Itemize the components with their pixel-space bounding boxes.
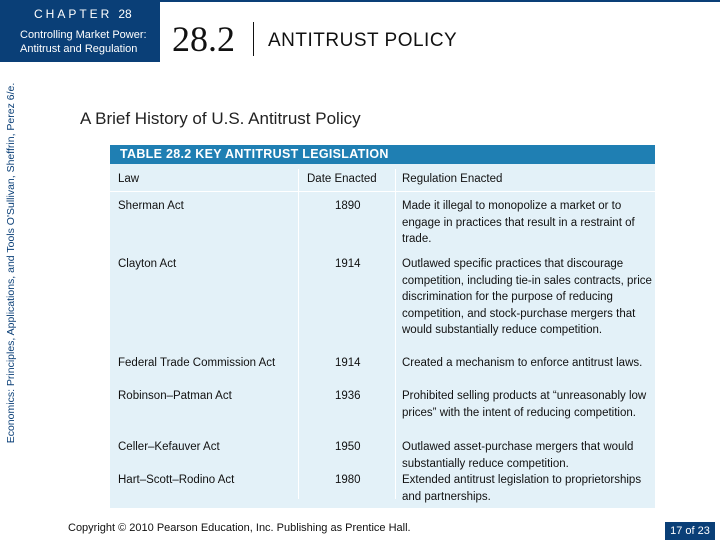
table-row-regulation: Extended antitrust legislation to proprietorships and partnerships.: [402, 474, 642, 503]
section-title: ANTITRUST POLICY: [268, 30, 458, 51]
table-row-law: Celler–Kefauver Act: [118, 441, 220, 453]
slide-subheading: A Brief History of U.S. Antitrust Policy: [80, 109, 361, 128]
table-row-date: 1914: [335, 258, 361, 270]
table-row-regulation: Made it illegal to monopolize a market or to engage in practices that result in a restraint of trade.: [402, 200, 635, 245]
table-row-law: Clayton Act: [118, 258, 177, 270]
header-divider: [110, 191, 655, 192]
table-row-date: 1980: [335, 474, 361, 486]
column-header-law: Law: [118, 173, 140, 185]
table-row-law: Robinson–Patman Act: [118, 390, 232, 402]
column-divider: [298, 169, 299, 499]
page-number: 17 of 23: [665, 522, 715, 540]
chapter-number: 28: [118, 7, 132, 21]
table-row-law: Federal Trade Commission Act: [118, 357, 276, 369]
table-row-regulation: Outlawed asset-purchase mergers that would substantially reduce competition.: [402, 441, 634, 470]
chapter-box: [0, 0, 160, 62]
table-row-regulation: Created a mechanism to enforce antitrust laws.: [402, 357, 643, 369]
table-row-regulation: Outlawed specific practices that discourage competition, including tie-in sales contracts, price discrimination for the purpose of reducing competition, and stock-purchase mergers that would substantially reduce competition.: [402, 258, 652, 336]
table-row-law: Sherman Act: [118, 200, 184, 212]
column-divider: [395, 169, 396, 499]
copyright-notice: Copyright © 2010 Pearson Education, Inc. Publishing as Prentice Hall.: [68, 522, 411, 534]
table-row-date: 1950: [335, 441, 361, 453]
section-number: 28.2: [172, 19, 235, 59]
table-row-date: 1936: [335, 390, 361, 402]
table-row-law: Hart–Scott–Rodino Act: [118, 474, 235, 486]
section-divider: [253, 22, 254, 56]
chapter-subtitle-line1: Controlling Market Power:: [20, 29, 147, 41]
table-row-regulation: Prohibited selling products at “unreasonably low prices” with the intent of reducing competition.: [402, 390, 647, 419]
table-row-date: 1914: [335, 357, 361, 369]
chapter-subtitle: [20, 28, 147, 56]
column-header-date: Date Enacted: [307, 173, 377, 185]
table-title: TABLE 28.2 KEY ANTITRUST LEGISLATION: [120, 147, 389, 161]
table-row-date: 1890: [335, 200, 361, 212]
column-header-regulation: Regulation Enacted: [402, 173, 503, 185]
legislation-table: [110, 145, 655, 508]
chapter-label: CHAPTER 28: [34, 7, 132, 21]
chapter-subtitle-line2: Antitrust and Regulation: [20, 43, 138, 55]
header-rule: [160, 0, 720, 2]
table-title-bar: [110, 145, 655, 164]
book-citation: Economics: Principles, Applications, and Tools O'Sullivan, Sheffrin, Perez 6/e.: [5, 82, 17, 444]
